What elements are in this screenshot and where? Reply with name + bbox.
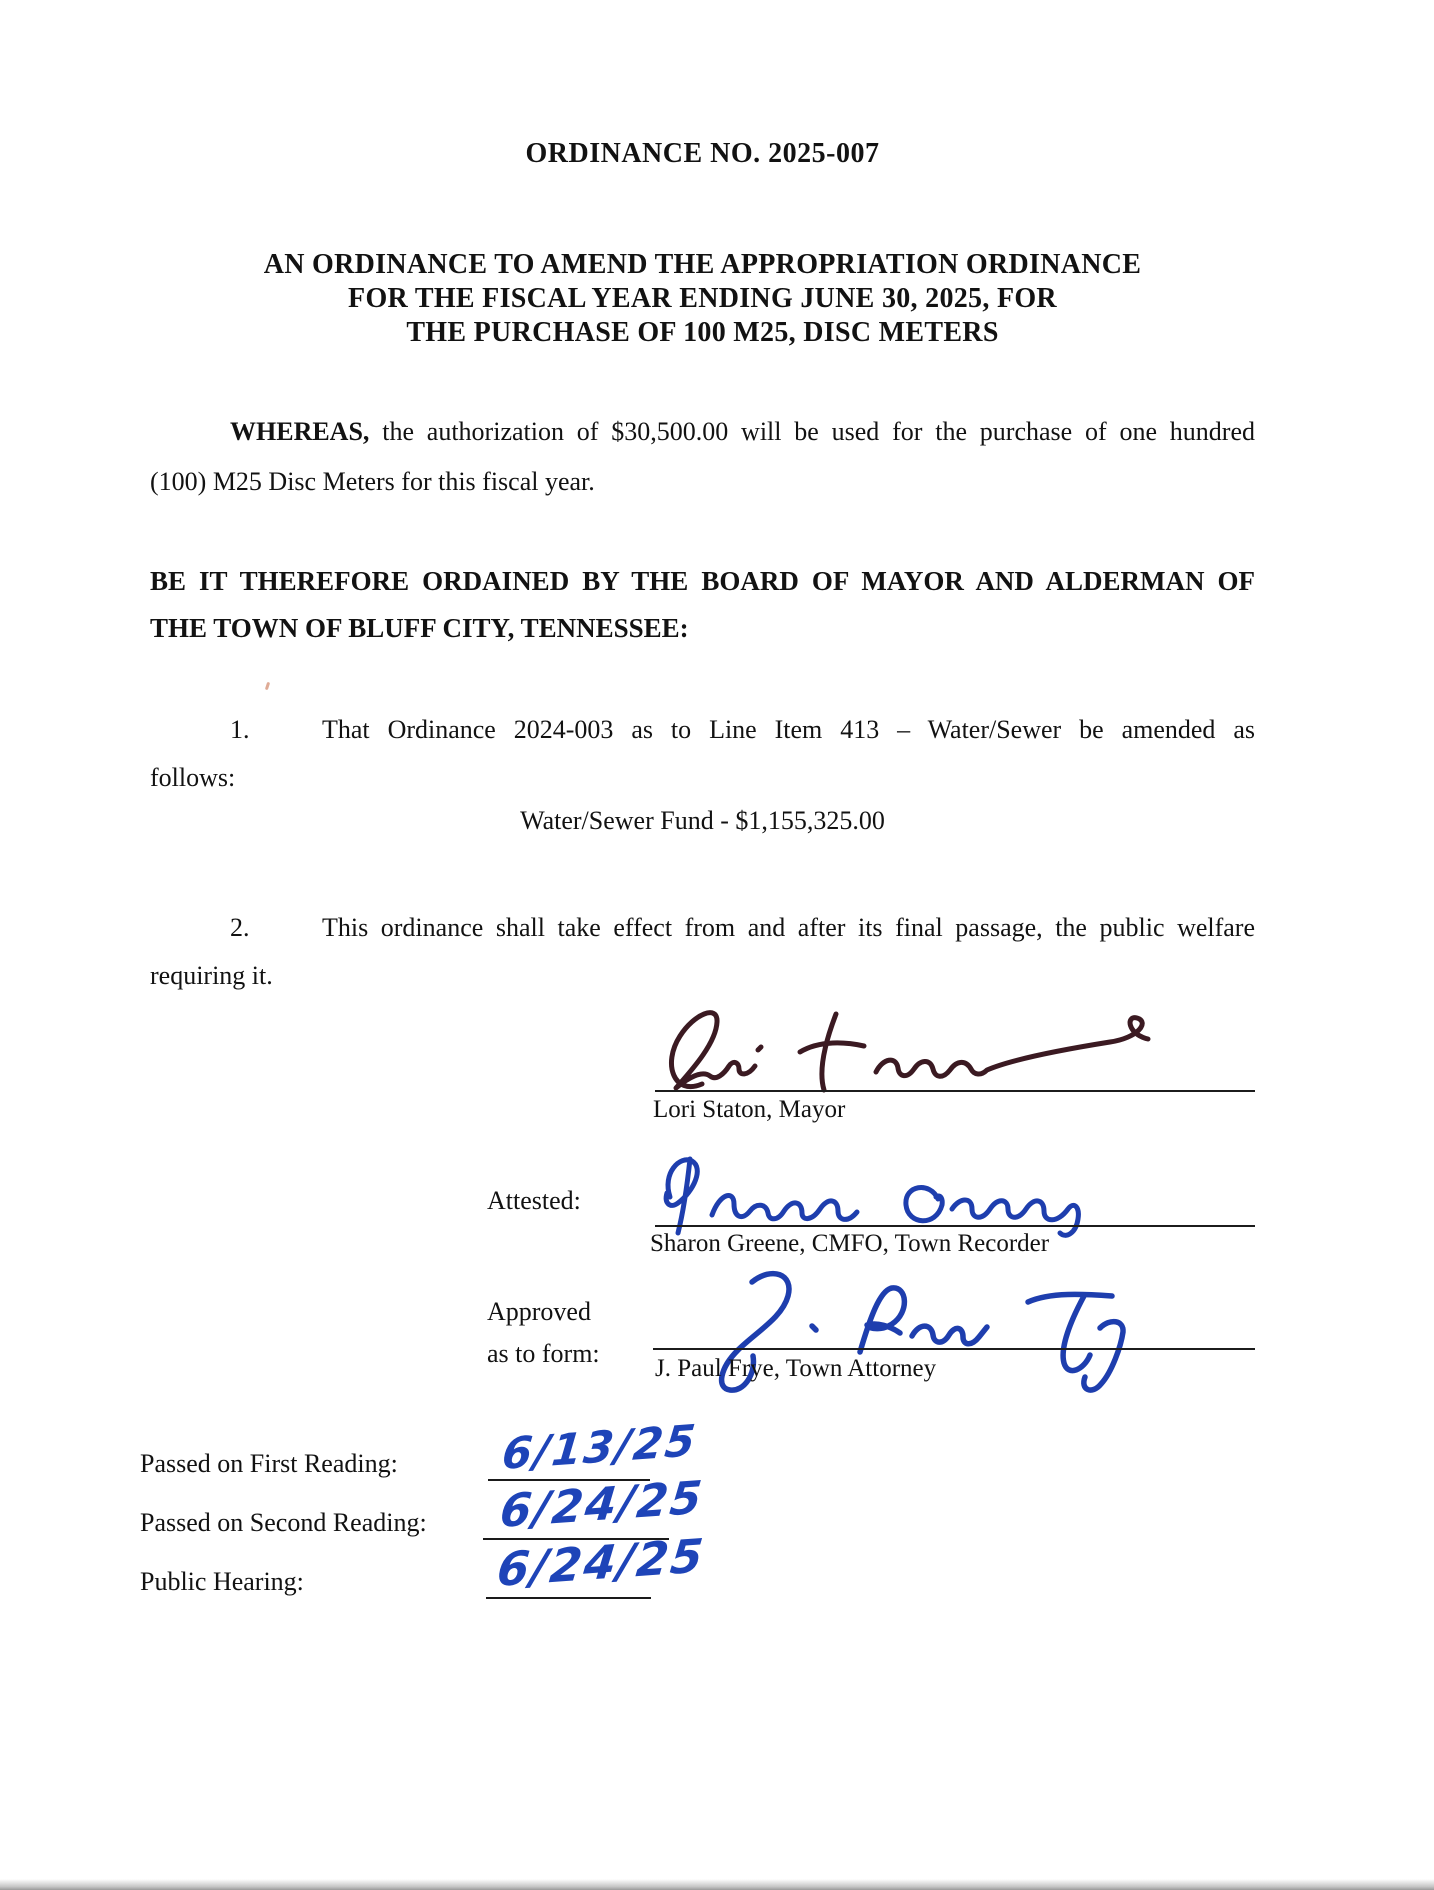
second-reading-label: Passed on Second Reading:: [140, 1508, 427, 1537]
first-reading-label: Passed on First Reading:: [140, 1449, 398, 1478]
section-2-line-2: requiring it.: [150, 961, 273, 990]
section-1-text: That Ordinance 2024-003 as to Line Item 413 – Water/Sewer be amended as: [322, 715, 1255, 744]
approved-label-line-2: as to form:: [487, 1339, 600, 1368]
scan-ink-speck: [265, 682, 270, 691]
whereas-line-1: [150, 407, 1255, 457]
approved-as-to-form-label: [487, 1291, 600, 1375]
second-reading-date-line: [483, 1538, 669, 1540]
attested-label: Attested:: [487, 1186, 581, 1215]
section-1-line-1: [150, 706, 1255, 754]
fund-amount-line: Water/Sewer Fund - $1,155,325.00: [520, 806, 885, 835]
section-1-line-2: follows:: [150, 763, 236, 792]
whereas-line-2: (100) M25 Disc Meters for this fiscal year.: [150, 467, 595, 496]
section-2-number: 2.: [230, 913, 250, 942]
public-hearing-date-line: [486, 1597, 651, 1599]
mayor-signature: [640, 992, 1180, 1104]
scanner-edge-shadow: [0, 1879, 1434, 1890]
ordained-line-2: THE TOWN OF BLUFF CITY, TENNESSEE:: [150, 613, 689, 643]
first-reading-date-line: [488, 1479, 650, 1481]
whereas-line-1-text: the authorization of $30,500.00 will be used for the purchase of one hundred: [369, 417, 1255, 446]
recorder-signature-line: [655, 1225, 1255, 1227]
public-hearing-label: Public Hearing:: [140, 1567, 304, 1596]
section-1: [150, 706, 1255, 802]
attorney-name-title: J. Paul Frye, Town Attorney: [655, 1355, 937, 1382]
ordinance-number-heading: ORDINANCE NO. 2025-007: [525, 138, 880, 169]
title-line-3: THE PURCHASE OF 100 M25, DISC METERS: [406, 317, 999, 348]
first-reading-date-handwritten: 6/13/25: [499, 1415, 700, 1481]
second-reading-date-handwritten: 6/24/25: [497, 1470, 707, 1539]
ordained-line-1: BE IT THEREFORE ORDAINED BY THE BOARD OF MAYOR AND ALDERMAN OF: [150, 566, 1255, 596]
ordained-clause: [150, 558, 1255, 652]
public-hearing-date-handwritten: 6/24/25: [494, 1528, 708, 1598]
title-line-1: AN ORDINANCE TO AMEND THE APPROPRIATION ORDINANCE: [263, 249, 1142, 280]
section-2: [150, 904, 1255, 1000]
section-2-text: This ordinance shall take effect from and after its final passage, the public welfare: [322, 913, 1255, 942]
section-2-line-1: [150, 904, 1255, 952]
title-line-2: FOR THE FISCAL YEAR ENDING JUNE 30, 2025, FOR: [348, 283, 1057, 314]
section-1-number: 1.: [230, 715, 250, 744]
mayor-name-title: Lori Staton, Mayor: [653, 1096, 846, 1123]
recorder-name-title: Sharon Greene, CMFO, Town Recorder: [650, 1230, 1050, 1257]
whereas-lead: WHEREAS,: [230, 417, 370, 446]
recorder-signature: [640, 1143, 1180, 1243]
ordinance-title: [150, 248, 1255, 350]
approved-label-line-1: Approved: [487, 1297, 591, 1326]
mayor-signature-line: [655, 1090, 1255, 1092]
whereas-clause: [150, 407, 1255, 507]
attorney-signature: [660, 1260, 1200, 1405]
attorney-signature-line: [653, 1348, 1255, 1350]
